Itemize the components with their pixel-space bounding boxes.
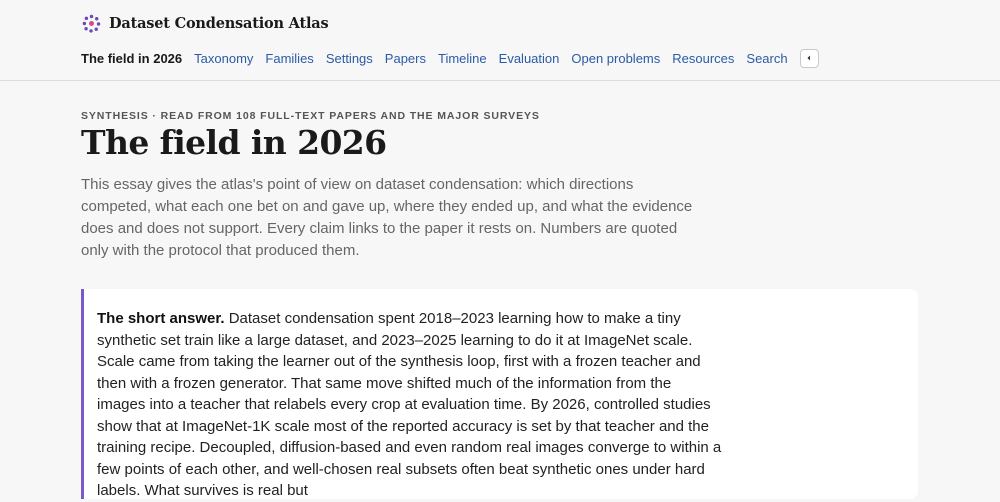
page-kicker: SYNTHESIS · READ FROM 108 FULL-TEXT PAPERS AND THE MAJOR SURVEYS <box>81 110 540 122</box>
brand[interactable] <box>82 13 328 33</box>
nav-item-families[interactable]: Families <box>265 50 314 66</box>
nav-item-resources[interactable]: Resources <box>672 50 735 66</box>
brand-name: Dataset Condensation Atlas <box>109 14 329 32</box>
nav-item-settings[interactable]: Settings <box>325 50 373 66</box>
dot-cluster-logo <box>82 14 101 33</box>
callout-text <box>97 308 723 502</box>
top-bar <box>0 0 1000 81</box>
nav-item-open-problems[interactable]: Open problems <box>571 50 661 66</box>
collapse-button[interactable] <box>800 49 819 68</box>
nav-item-papers[interactable]: Papers <box>384 50 426 66</box>
callout-lead: The short answer. <box>97 310 225 327</box>
nav-item-evaluation[interactable]: Evaluation <box>498 50 560 66</box>
callout-body: Dataset condensation spent 2018–2023 learning how to make a tiny synthetic set train like a large dataset, and 2023–2025 learning to do it at ImageNet scale. Scale came from taking the learner out of the synthesis loop, first with a frozen teacher and then with a frozen generator. That same move shifted much of the information from the images into a teacher that relabels every crop at evaluation time. By 2026, controlled studies show that at ImageNet-1K scale most of the reported accuracy is set by that teacher and the training recipe. Decoupled, diffusion-based and even random real images converge to within a few points of each other, and well-chosen real subsets often beat synthetic ones under hard labels. What survives is real but <box>97 310 722 499</box>
nav-item-taxonomy[interactable]: Taxonomy <box>194 50 254 66</box>
intro-paragraph: This essay gives the atlas's point of view on dataset condensation: which directions competed, what each one bet on and gave up, where they ended up, and what the evidence does and does not support. Every claim links to the paper it rests on. Numbers are quoted only with the protocol that produced them. <box>81 176 693 259</box>
nav-item-field-2026[interactable]: The field in 2026 <box>81 50 183 66</box>
chevron-left-icon <box>805 54 813 62</box>
short-answer-callout <box>81 289 918 499</box>
nav-item-search[interactable]: Search <box>746 50 788 66</box>
page-title: The field in 2026 <box>81 123 387 162</box>
nav-item-timeline[interactable]: Timeline <box>438 50 487 66</box>
main-nav <box>81 48 819 68</box>
